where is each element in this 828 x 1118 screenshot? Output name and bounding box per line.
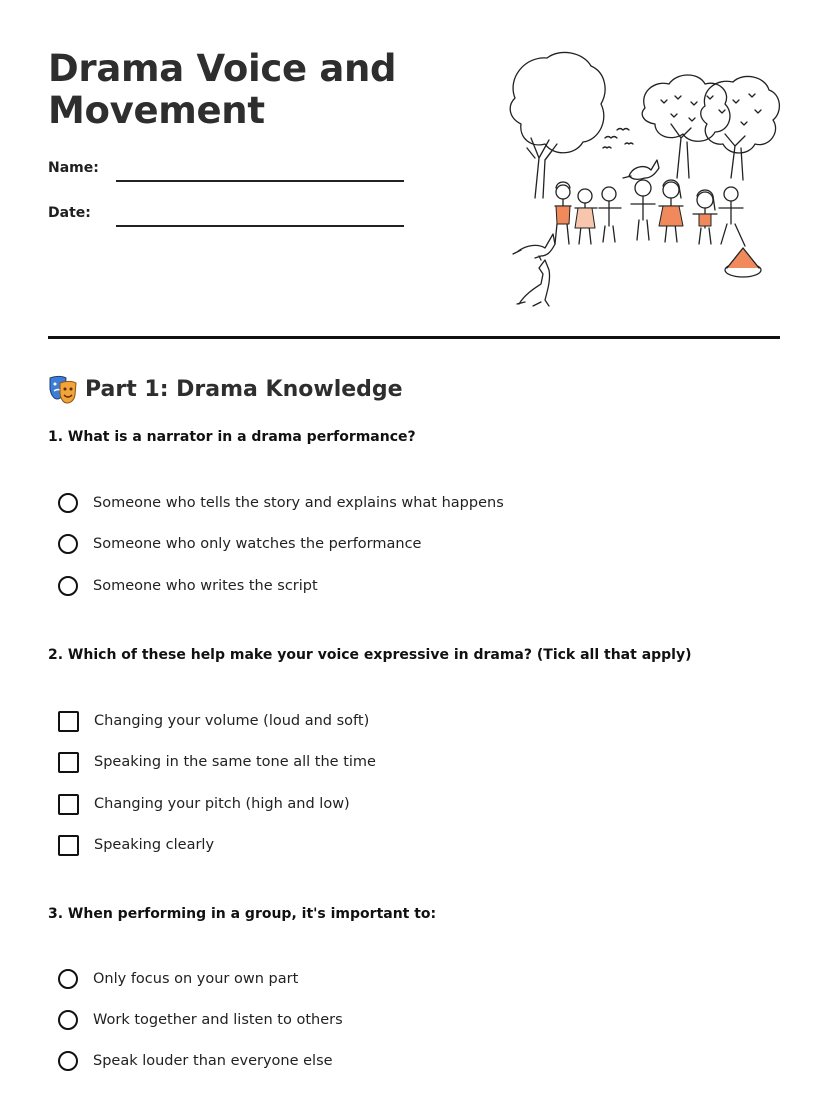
- checkbox[interactable]: [58, 752, 79, 773]
- q1-option-1[interactable]: [58, 491, 758, 515]
- option-label: Work together and listen to others: [93, 1012, 343, 1028]
- theater-masks-icon: [48, 374, 78, 404]
- q3-option-2[interactable]: [58, 1008, 758, 1032]
- option-label: Speak louder than everyone else: [93, 1053, 333, 1069]
- checkbox[interactable]: [58, 794, 79, 815]
- q1-option-3[interactable]: [58, 574, 758, 598]
- date-field[interactable]: [48, 205, 408, 229]
- q2-option-1[interactable]: [58, 709, 758, 733]
- q3-option-1[interactable]: [58, 967, 758, 991]
- option-label: Someone who tells the story and explains what happens: [93, 495, 504, 511]
- checkbox[interactable]: [58, 711, 79, 732]
- radio-button[interactable]: [58, 493, 78, 513]
- option-label: Someone who writes the script: [93, 578, 318, 594]
- radio-button[interactable]: [58, 534, 78, 554]
- header-divider: [48, 336, 780, 339]
- option-label: Changing your pitch (high and low): [94, 796, 350, 812]
- title-line-1: Drama Voice and: [48, 47, 397, 90]
- radio-button[interactable]: [58, 969, 78, 989]
- q3-option-3[interactable]: [58, 1049, 758, 1073]
- question-2: 2. Which of these help make your voice expressive in drama? (Tick all that apply): [48, 647, 692, 663]
- worksheet-title: [48, 48, 468, 132]
- date-writing-line[interactable]: [116, 225, 404, 227]
- radio-button[interactable]: [58, 576, 78, 596]
- name-label: Name:: [48, 160, 99, 176]
- section-title: [48, 372, 403, 406]
- q2-option-4[interactable]: [58, 833, 758, 857]
- q1-option-2[interactable]: [58, 532, 758, 556]
- question-1: 1. What is a narrator in a drama performance?: [48, 429, 416, 445]
- name-field[interactable]: [48, 160, 408, 184]
- date-label: Date:: [48, 205, 91, 221]
- radio-button[interactable]: [58, 1010, 78, 1030]
- option-label: Only focus on your own part: [93, 971, 299, 987]
- title-line-2: Movement: [48, 89, 265, 132]
- option-label: Speaking clearly: [94, 837, 215, 853]
- option-label: Speaking in the same tone all the time: [94, 754, 376, 770]
- option-label: Someone who only watches the performance: [93, 536, 422, 552]
- checkbox[interactable]: [58, 835, 79, 856]
- name-writing-line[interactable]: [116, 180, 404, 182]
- q2-option-3[interactable]: [58, 792, 758, 816]
- option-label: Changing your volume (loud and soft): [94, 713, 370, 729]
- section-title-text: Part 1: Drama Knowledge: [85, 376, 403, 402]
- radio-button[interactable]: [58, 1051, 78, 1071]
- q2-option-2[interactable]: [58, 750, 758, 774]
- children-dancing-outdoors-illustration: [505, 48, 785, 310]
- question-3: 3. When performing in a group, it's important to:: [48, 906, 437, 922]
